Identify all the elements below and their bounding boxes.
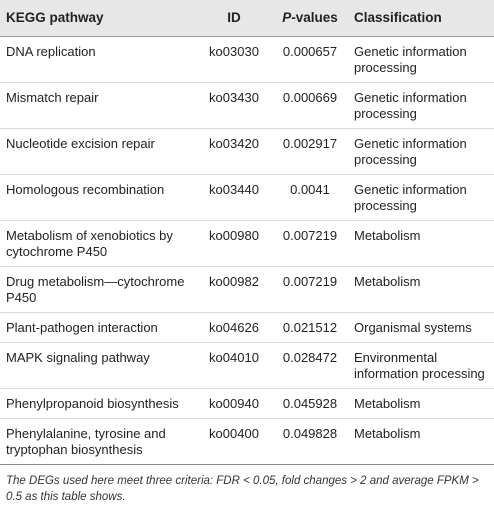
- table-body: [0, 37, 494, 465]
- header-id: ID: [196, 0, 272, 37]
- cell-p-value: 0.049828: [272, 419, 348, 465]
- cell-classification: Metabolism: [348, 267, 494, 313]
- table-row: [0, 267, 494, 313]
- cell-p-value: 0.000657: [272, 37, 348, 83]
- cell-p-value: 0.007219: [272, 221, 348, 267]
- table-row: [0, 343, 494, 389]
- table-header-row: [0, 0, 494, 37]
- cell-pathway: Homologous recombination: [0, 175, 196, 221]
- cell-pathway: Phenylpropanoid biosynthesis: [0, 389, 196, 419]
- cell-classification: Organismal systems: [348, 313, 494, 343]
- table-footnote: The DEGs used here meet three criteria: FDR < 0.05, fold changes > 2 and average FPKM > 0.5 as this table shows.: [6, 475, 479, 503]
- header-p-letter: P: [282, 10, 292, 25]
- cell-pathway: DNA replication: [0, 37, 196, 83]
- table-row: [0, 129, 494, 175]
- cell-p-value: 0.045928: [272, 389, 348, 419]
- table-row: [0, 419, 494, 465]
- cell-id: ko03430: [196, 83, 272, 129]
- cell-classification: Genetic information processing: [348, 83, 494, 129]
- cell-id: ko00940: [196, 389, 272, 419]
- table-row: [0, 37, 494, 83]
- header-p-suffix: -values: [291, 10, 338, 25]
- cell-p-value: 0.028472: [272, 343, 348, 389]
- cell-pathway: Phenylalanine, tyrosine and tryptophan biosynthesis: [0, 419, 196, 465]
- cell-id: ko03420: [196, 129, 272, 175]
- cell-p-value: 0.0041: [272, 175, 348, 221]
- cell-pathway: Metabolism of xenobiotics by cytochrome P450: [0, 221, 196, 267]
- cell-pathway: Plant-pathogen interaction: [0, 313, 196, 343]
- cell-id: ko03030: [196, 37, 272, 83]
- cell-pathway: Mismatch repair: [0, 83, 196, 129]
- cell-pathway: Nucleotide excision repair: [0, 129, 196, 175]
- cell-classification: Metabolism: [348, 221, 494, 267]
- cell-classification: Metabolism: [348, 419, 494, 465]
- cell-pathway: Drug metabolism—cytochrome P450: [0, 267, 196, 313]
- cell-classification: Environmental information processing: [348, 343, 494, 389]
- cell-classification: Genetic information processing: [348, 37, 494, 83]
- cell-id: ko04626: [196, 313, 272, 343]
- cell-id: ko04010: [196, 343, 272, 389]
- cell-p-value: 0.021512: [272, 313, 348, 343]
- table-row: [0, 221, 494, 267]
- cell-id: ko00982: [196, 267, 272, 313]
- header-classification: Classification: [348, 0, 494, 37]
- cell-p-value: 0.000669: [272, 83, 348, 129]
- cell-id: ko00980: [196, 221, 272, 267]
- header-kegg-pathway: KEGG pathway: [0, 0, 196, 37]
- cell-classification: Metabolism: [348, 389, 494, 419]
- header-p-values: [272, 0, 348, 37]
- cell-p-value: 0.007219: [272, 267, 348, 313]
- cell-pathway: MAPK signaling pathway: [0, 343, 196, 389]
- table-row: [0, 313, 494, 343]
- table-row: [0, 83, 494, 129]
- cell-p-value: 0.002917: [272, 129, 348, 175]
- cell-classification: Genetic information processing: [348, 175, 494, 221]
- table-row: [0, 175, 494, 221]
- table-row: [0, 389, 494, 419]
- cell-id: ko03440: [196, 175, 272, 221]
- cell-classification: Genetic information processing: [348, 129, 494, 175]
- cell-id: ko00400: [196, 419, 272, 465]
